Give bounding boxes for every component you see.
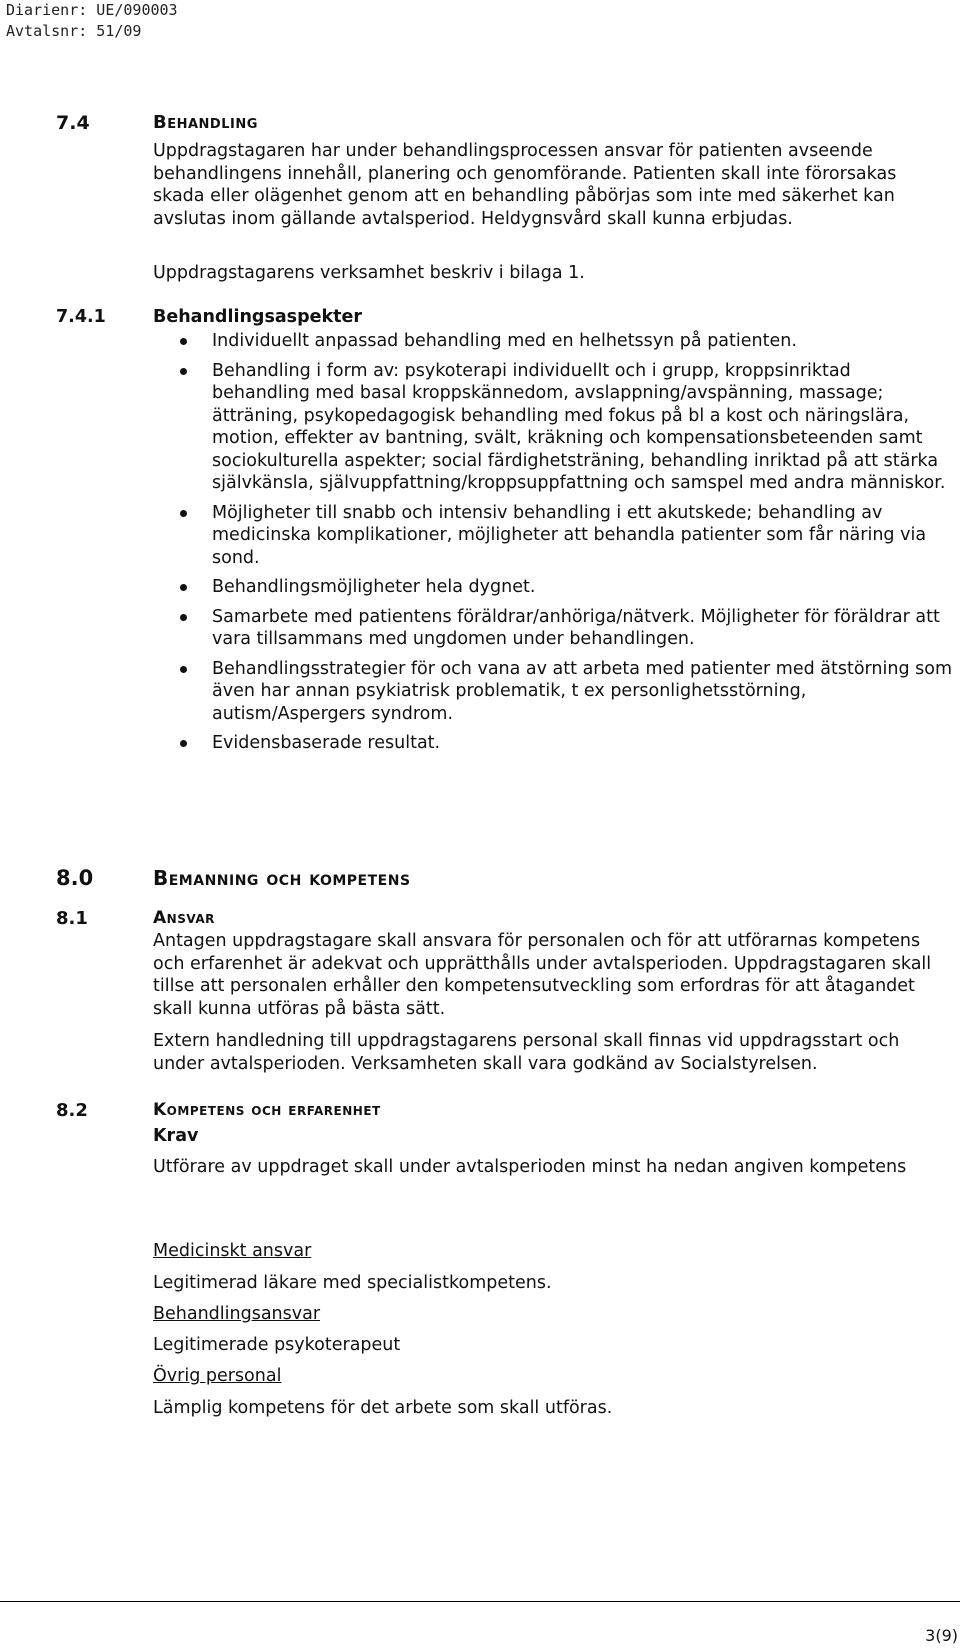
ovrig-personal-text: Lämplig kompetens för det arbete som skall utföras.: [153, 1398, 613, 1418]
list-item: [153, 606, 953, 651]
list-item-text: Möjligheter till snabb och intensiv behandling i ett akutskede; behandling av medicinska komplikationer, möjligheter att behandla patienter som får näring via sond.: [212, 502, 927, 568]
page-number: 3(9): [925, 1626, 958, 1645]
medicinskt-ansvar-text: Legitimerad läkare med specialistkompetens.: [153, 1273, 552, 1293]
bullet-icon: [180, 666, 187, 673]
list-item: [153, 576, 953, 599]
list-item: [153, 502, 953, 570]
document-header: [6, 0, 178, 42]
list-item-text: Evidensbaserade resultat.: [212, 733, 441, 753]
section-7-4-title: Behandling: [153, 112, 258, 133]
bullet-list: [153, 330, 953, 755]
section-8-2-title: Kompetens och erfarenhet: [153, 1100, 381, 1120]
list-item: [153, 732, 953, 755]
section-8-0-title: Bemanning och kompetens: [153, 866, 411, 890]
list-item-text: Behandling i form av: psykoterapi individuellt och i grupp, kroppsinriktad behandling med basal kroppskännedom, avslappning/avspänning, massage; ätträning, psykopedagogisk behandling med fokus på bl a kost och näringslära, motion, effekter av bantning, svält, kräkning och kompensationsbeteenden samt sociokulturella aspekter; social färdighetsträning, behandling inriktad på att stärka självkänsla, självuppfattning/kroppsuppfattning och samspel med andra människor.: [212, 360, 946, 493]
section-8-0-number: 8.0: [56, 866, 94, 890]
section-7-4-1-title: Behandlingsaspekter: [153, 307, 362, 327]
section-8-1-title: Ansvar: [153, 908, 215, 928]
avtalsnr-label: Avtalsnr: 51/09: [6, 22, 142, 40]
bullet-icon: [180, 584, 187, 591]
section-8-1-number: 8.1: [56, 908, 88, 929]
bullet-icon: [180, 740, 187, 747]
list-item-text: Individuellt anpassad behandling med en helhetssyn på patienten.: [212, 331, 797, 351]
section-7-4-paragraph-2: Uppdragstagarens verksamhet beskriv i bilaga 1.: [153, 263, 585, 283]
section-7-4-paragraph: Uppdragstagaren har under behandlingsprocessen ansvar för patienten avseende behandlingens innehåll, planering och genomförande. Patienten skall inte förorsakas skada eller olägenhet genom att en behandling påbörjas som inte med säkerhet kan avslutas inom gällande avtalsperiod. Heldygnsvård skall kunna erbjudas.: [153, 141, 897, 229]
section-7-4-1-number: 7.4.1: [56, 307, 106, 327]
section-8-1-paragraph-2: Extern handledning till uppdragstagarens personal skall finnas vid uppdragsstart och under avtalsperioden. Verksamheten skall vara godkänd av Socialstyrelsen.: [153, 1031, 900, 1074]
bullet-icon: [180, 510, 187, 517]
list-item-text: Behandlingsstrategier för och vana av att arbeta med patienter med ätstörning som även har annan psykiatrisk problematik, t ex personlighetsstörning, autism/Aspergers syndrom.: [212, 658, 953, 724]
section-7-4-number: 7.4: [56, 112, 90, 134]
section-8-2-number: 8.2: [56, 1100, 88, 1121]
krav-heading: Krav: [153, 1126, 199, 1146]
list-item: [153, 330, 953, 353]
footer-divider: [0, 1601, 960, 1602]
list-item: [153, 360, 953, 495]
behandlingsansvar-heading: Behandlingsansvar: [153, 1304, 321, 1324]
ovrig-personal-heading: Övrig personal: [153, 1366, 282, 1386]
behandlingsansvar-text: Legitimerade psykoterapeut: [153, 1335, 401, 1355]
bullet-icon: [180, 368, 187, 375]
section-8-2-paragraph: Utförare av uppdraget skall under avtalsperioden minst ha nedan angiven kompetens: [153, 1157, 907, 1177]
list-item: [153, 658, 953, 726]
list-item-text: Behandlingsmöjligheter hela dygnet.: [212, 577, 536, 597]
diarienr-label: Diarienr: UE/090003: [6, 1, 178, 19]
section-8-1-paragraph: Antagen uppdragstagare skall ansvara för personalen och för att utförarnas kompetens och erfarenhet är adekvat och upprätthålls under avtalsperioden. Uppdragstagaren skall tillse att personalen erhåller den kompetensutveckling som erfordras för att åtagandet skall kunna utföras på bästa sätt.: [153, 931, 932, 1019]
medicinskt-ansvar-heading: Medicinskt ansvar: [153, 1241, 312, 1261]
list-item-text: Samarbete med patientens föräldrar/anhöriga/nätverk. Möjligheter för föräldrar att vara tillsammans med ungdomen under behandlingen.: [212, 606, 940, 649]
bullet-icon: [180, 614, 187, 621]
bullet-icon: [180, 338, 187, 345]
